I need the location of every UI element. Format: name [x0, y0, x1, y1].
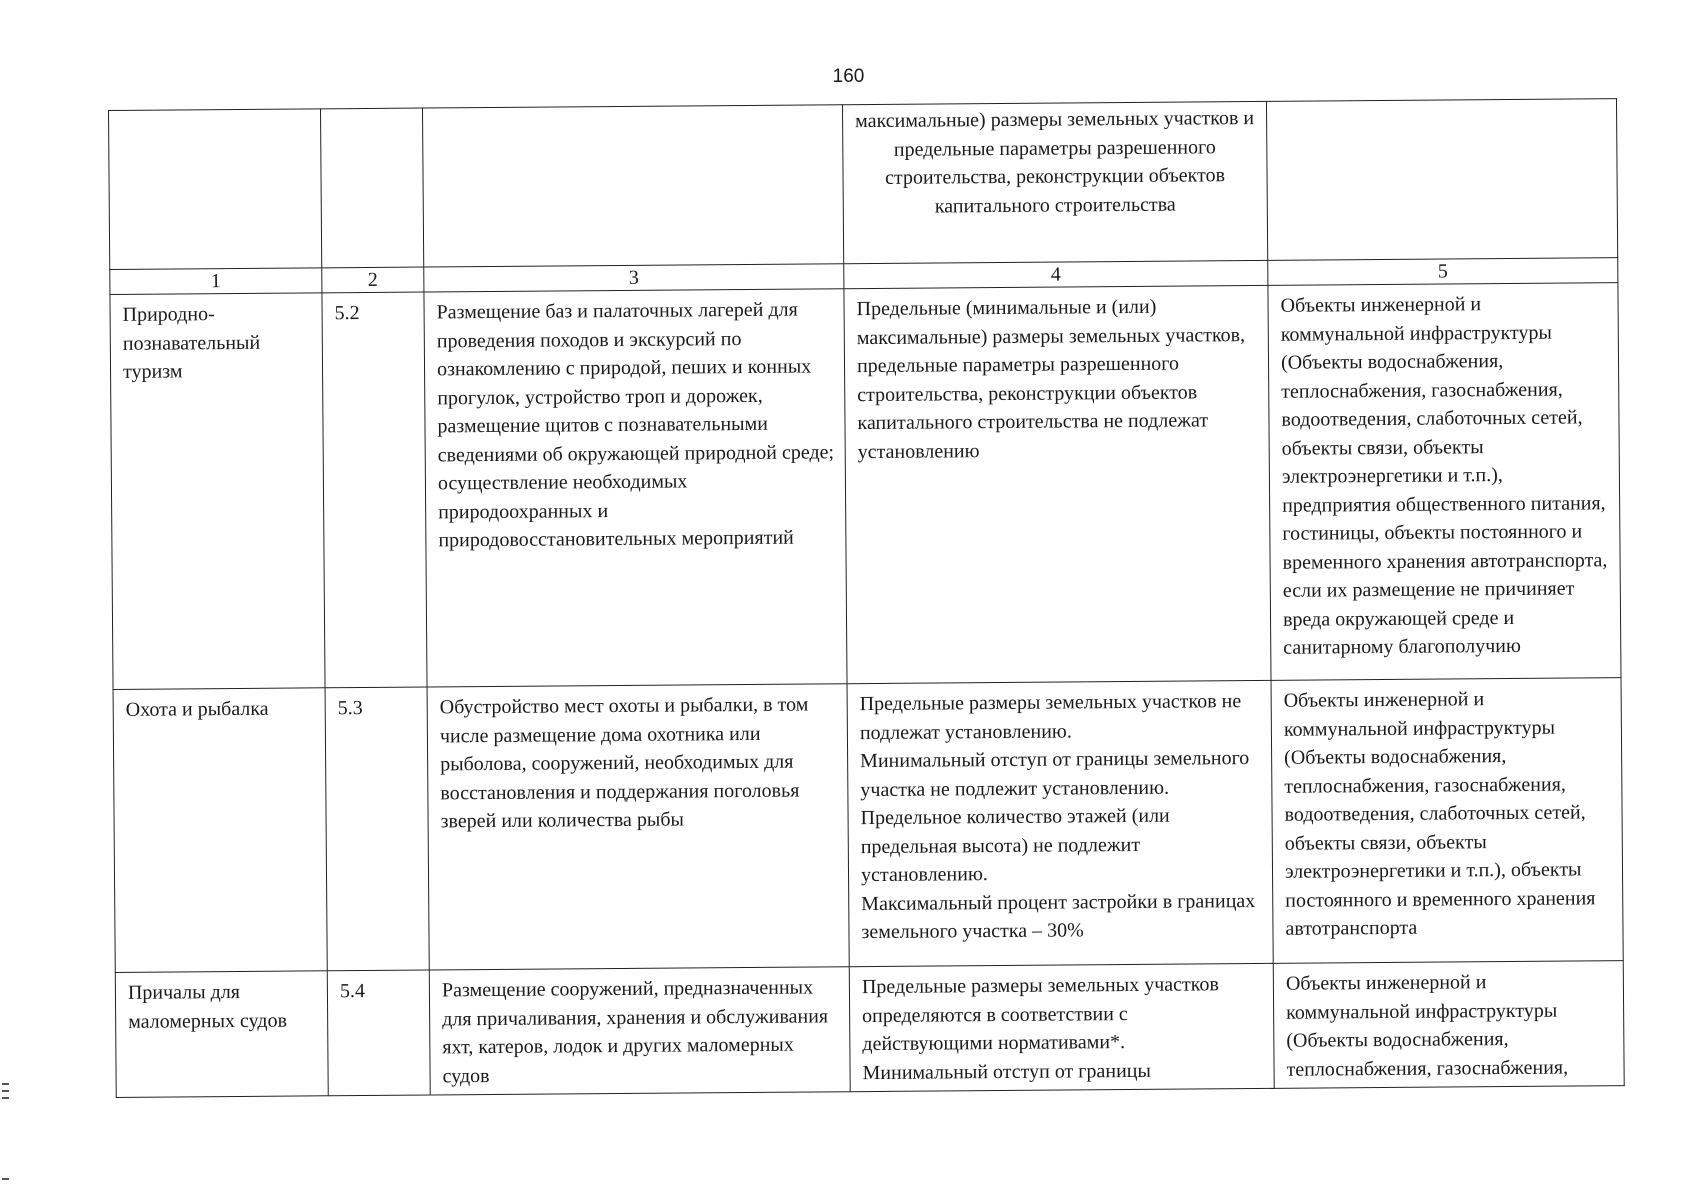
column-number: 1 [110, 268, 322, 295]
land-use-code: 5.3 [325, 687, 429, 971]
header-cell-empty [320, 108, 423, 268]
parameter-text: Минимальный отступ от границы [862, 1059, 1151, 1084]
table-row [110, 283, 1621, 690]
land-use-code: 5.4 [327, 970, 430, 1096]
scan-edge-mark [2, 1083, 9, 1085]
scan-edge-mark [2, 1178, 9, 1180]
table-row [115, 961, 1624, 1098]
land-use-auxiliary: Объекты инженерной и коммунальной инфраструктуры (Объекты водоснабжения, теплоснабжения, газоснабжения, водоотведения, слаботочных сетей, объекты связи, объекты электроэнергетики и т.п.), объекты постоянного и временного хранения автотранспорта [1271, 678, 1623, 964]
parameter-text: Предельные размеры земельных участков определяются в соответствии с действующими нормативами*. [861, 973, 1219, 1056]
land-use-parameters [844, 285, 1271, 683]
scan-edge-mark [2, 1097, 9, 1099]
page-number: 160 [832, 66, 865, 87]
land-use-code: 5.2 [322, 292, 427, 688]
parameter-text: Максимальный процент застройки в границах земельного участка – 30% [861, 889, 1256, 944]
land-use-description: Размещение сооружений, предназначенных для причаливания, хранения и обслуживания яхт, катеров, лодок и других маломерных судов [429, 967, 850, 1095]
land-use-description: Обустройство мест охоты и рыбалки, в том числе размещение дома охотника или рыболова, сооружений, необходимых для восстановления и поддержания поголовья зверей или количества рыбы [427, 684, 849, 970]
land-use-parameters [849, 963, 1274, 1091]
land-use-name: Охота и рыбалка [113, 688, 327, 973]
land-use-auxiliary: Объекты инженерной и коммунальной инфраструктуры (Объекты водоснабжения, теплоснабжения, газоснабжения, [1273, 961, 1624, 1089]
column-number: 2 [322, 267, 424, 293]
table-row [113, 678, 1623, 973]
scan-edge-mark [2, 1090, 9, 1092]
land-use-parameters [847, 680, 1273, 966]
land-use-description: Размещение баз и палаточных лагерей для проведения походов и экскурсий по ознакомлению с природой, пеших и конных прогулок, устройство троп и дорожек, размещение щитов с познавательными сведениями об окружающей природной среде; осуществление необходимых природоохранных и природовосстановительных мероприятий [424, 289, 847, 687]
table-header-continuation [109, 99, 1618, 270]
header-cell-empty [422, 105, 843, 267]
header-cell-parameters: максимальные) размеры земельных участков и предельные параметры разрешенного строительства, реконструкции объектов капитального строительства [842, 101, 1267, 263]
header-cell-empty [1266, 99, 1617, 261]
land-use-name: Природно-познавательный туризм [110, 293, 325, 690]
column-number: 4 [844, 260, 1268, 288]
land-use-table [108, 98, 1625, 1098]
parameter-text: Предельные размеры земельных участков не подлежат установлению. [859, 690, 1242, 744]
header-cell-empty [109, 109, 322, 270]
parameter-text: Предельное количество этажей (или предельная высота) не подлежит установлению. [860, 804, 1170, 887]
column-number: 3 [424, 264, 844, 292]
column-number: 5 [1268, 258, 1618, 286]
land-use-auxiliary: Объекты инженерной и коммунальной инфраструктуры (Объекты водоснабжения, теплоснабжения, газоснабжения, водоотведения, слаботочных сетей, объекты связи, объекты электроэнергетики и т.п.), предприятия общественного питания, гостиницы, объекты постоянного и временного хранения автотранспорта, если их размещение не причиняет вреда окружающей среде и санитарному благополучию [1268, 283, 1621, 681]
land-use-name: Причалы для маломерных судов [115, 971, 328, 1098]
parameter-text: Предельные (минимальные и (или) максимальные) размеры земельных участков, предельные параметры разрешенного строительства, реконструкции объектов капитального строительства не подлежат установлению [856, 295, 1246, 463]
parameter-text: Минимальный отступ от границы земельного участка не подлежит установлению. [860, 747, 1250, 801]
